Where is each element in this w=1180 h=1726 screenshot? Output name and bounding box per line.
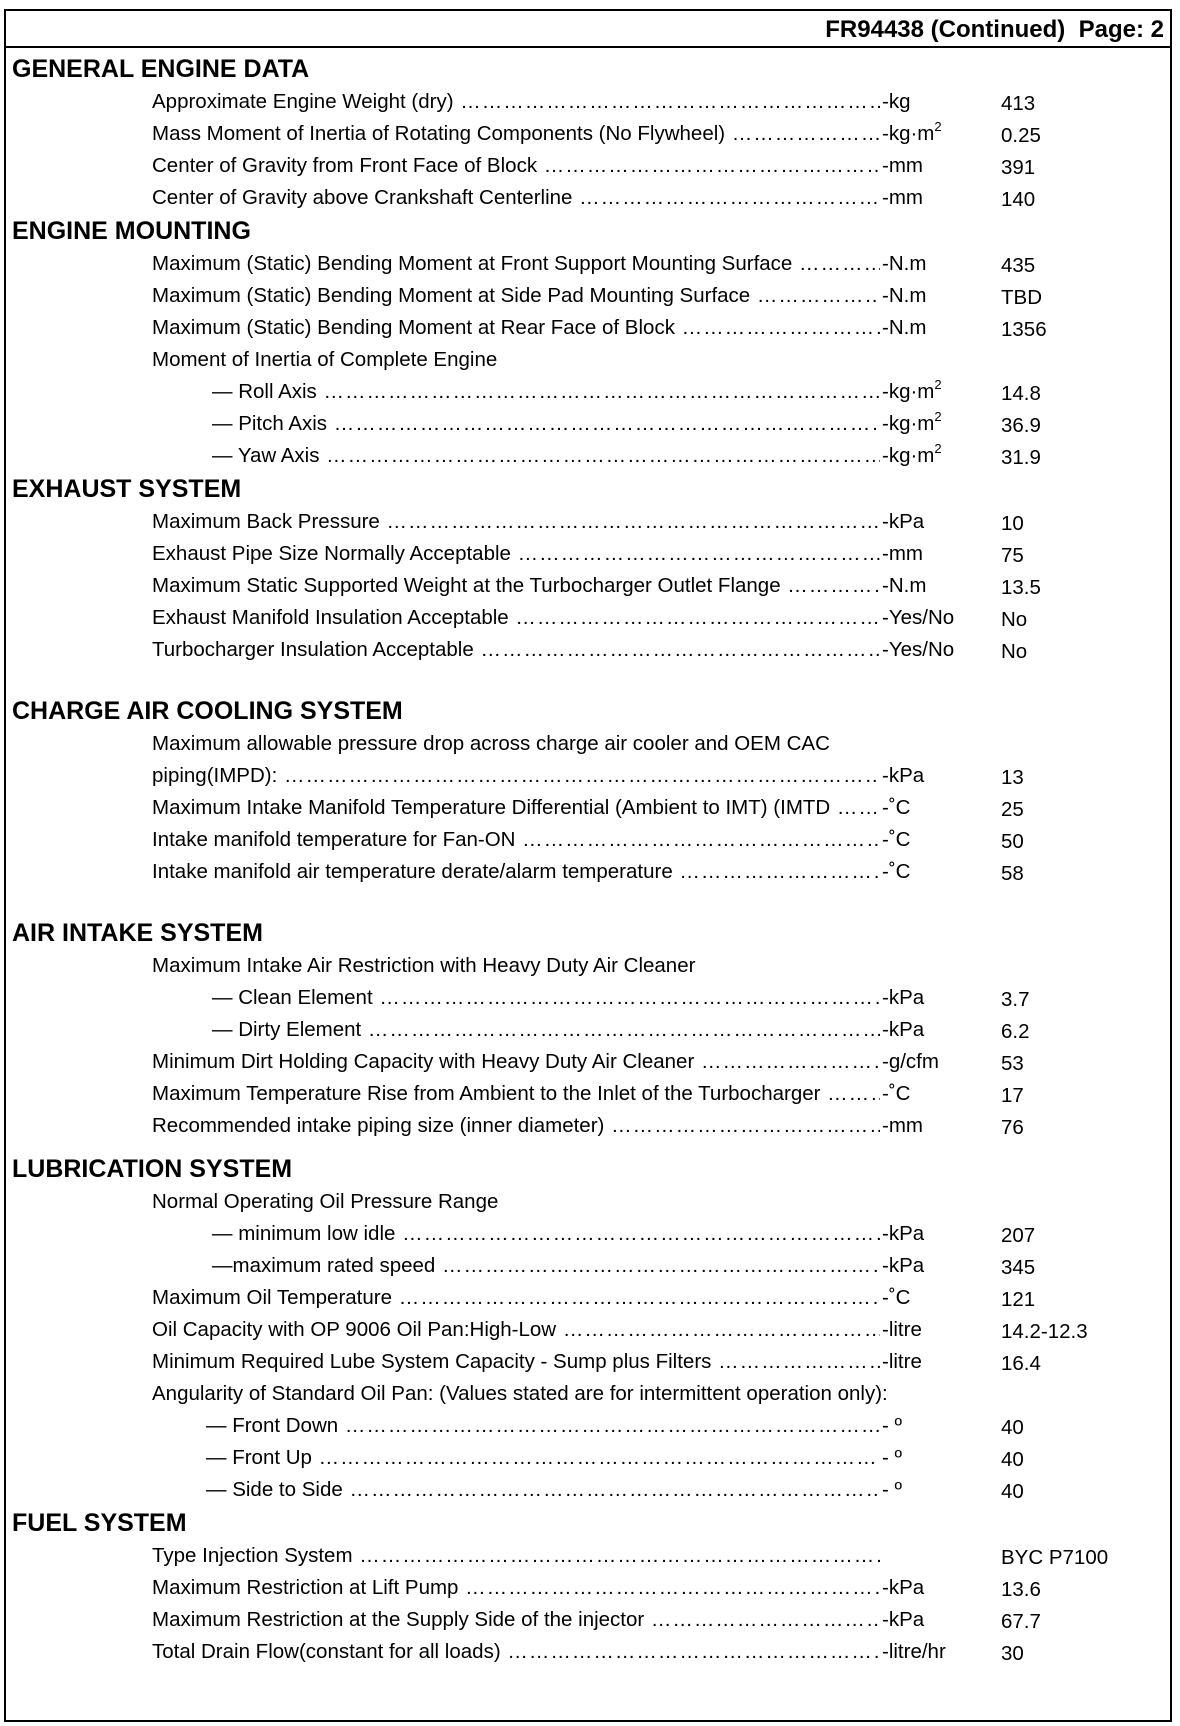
spec-unit-text: -kg·m: [882, 122, 935, 145]
spec-row: [6, 1282, 1170, 1314]
spec-label: Total Drain Flow(constant for all loads) ……………………………………………………………………………………………………………………………………………………: [152, 1640, 880, 1664]
spec-unit: [882, 986, 924, 1010]
spec-subheading: [6, 1186, 1170, 1218]
spec-unit: [882, 1254, 924, 1278]
spec-unit: [882, 119, 942, 146]
spec-section: [6, 1506, 1170, 1668]
spec-row: [6, 150, 1170, 182]
spec-label: Exhaust Pipe Size Normally Acceptable ……………………………………………………………………………………………………………………………………………………: [152, 542, 880, 566]
spec-label: — Yaw Axis ……………………………………………………………………………………………………………………………………………………: [212, 444, 880, 468]
spec-value: 40: [1001, 1448, 1024, 1471]
spec-label: —maximum rated speed ……………………………………………………………………………………………………………………………………………………: [212, 1254, 880, 1278]
spec-row: [6, 982, 1170, 1014]
spec-value: No: [1001, 608, 1028, 631]
spec-unit: [882, 252, 926, 276]
spec-unit-text: -g/cfm: [882, 1050, 939, 1073]
spec-row: [6, 1110, 1170, 1142]
spec-value: 25: [1001, 798, 1024, 821]
spec-label: — Roll Axis ……………………………………………………………………………………………………………………………………………………: [212, 380, 880, 404]
spec-sheet-frame: [4, 9, 1172, 1722]
spec-label: Minimum Dirt Holding Capacity with Heavy Duty Air Cleaner ……………………………………………………………………………………………………………………………………………………: [152, 1050, 880, 1074]
spec-row: [6, 1046, 1170, 1078]
spec-unit-text: -kg·m: [882, 412, 935, 435]
spec-value: 391: [1001, 156, 1036, 179]
spec-row: [6, 1346, 1170, 1378]
spec-value: 75: [1001, 544, 1024, 567]
spec-label: Maximum Restriction at Lift Pump ……………………………………………………………………………………………………………………………………………………: [152, 1576, 880, 1600]
spec-unit: [882, 574, 926, 598]
spec-content: [6, 52, 1170, 1668]
spec-row: [6, 792, 1170, 824]
spec-unit: [882, 154, 923, 178]
spec-unit-text: -kPa: [882, 1222, 925, 1245]
spec-row: [6, 538, 1170, 570]
spec-value: 76: [1001, 1116, 1024, 1139]
spec-row: [6, 602, 1170, 634]
spec-label: piping(IMPD): ……………………………………………………………………………………………………………………………………………………: [152, 764, 880, 788]
spec-label: Maximum Temperature Rise from Ambient to the Inlet of the Turbocharger ……………………………………………………………………………………………………………………………………………………: [152, 1082, 880, 1106]
spec-row: [6, 376, 1170, 408]
spec-unit: [882, 284, 926, 308]
page-header: [6, 11, 1170, 48]
spec-value: 435: [1001, 254, 1036, 277]
spec-value: No: [1001, 640, 1028, 663]
spec-row: [6, 760, 1170, 792]
spec-subheading: [6, 344, 1170, 376]
spec-row: [6, 118, 1170, 150]
section-title: EXHAUST SYSTEM: [12, 475, 242, 503]
spec-unit-text: -kPa: [882, 510, 925, 533]
spec-unit-text: -litre: [882, 1318, 922, 1341]
spec-value: 1356: [1001, 318, 1047, 341]
spec-label: Maximum Intake Air Restriction with Heavy Duty Air Cleaner: [152, 954, 696, 977]
spec-unit: [882, 510, 924, 534]
spec-unit: [882, 377, 942, 404]
spec-unit-text: -mm: [882, 154, 923, 177]
spec-label: — Dirty Element ……………………………………………………………………………………………………………………………………………………: [212, 1018, 880, 1042]
spec-unit-text: -˚C: [882, 1286, 911, 1309]
section-spacer: [6, 666, 1170, 694]
spec-row: [6, 1410, 1170, 1442]
spec-label: Maximum (Static) Bending Moment at Front Support Mounting Surface ……………………………………………………………………………………………………………………………………………………: [152, 252, 880, 276]
spec-unit: [882, 1050, 939, 1074]
spec-value: TBD: [1001, 286, 1042, 309]
spec-row: [6, 182, 1170, 214]
spec-unit: [882, 828, 910, 852]
spec-unit: [882, 1446, 902, 1470]
section-title: CHARGE AIR COOLING SYSTEM: [12, 697, 403, 725]
section-spacer: [6, 1142, 1170, 1152]
spec-label: Normal Operating Oil Pressure Range: [152, 1190, 499, 1213]
spec-label: Maximum Restriction at the Supply Side of the injector ……………………………………………………………………………………………………………………………………………………: [152, 1608, 880, 1632]
spec-value: 40: [1001, 1480, 1024, 1503]
spec-row: [6, 634, 1170, 666]
spec-value: 50: [1001, 830, 1024, 853]
spec-unit: [882, 1608, 924, 1632]
spec-row: [6, 1314, 1170, 1346]
spec-row: [6, 1636, 1170, 1668]
spec-unit-exponent: 2: [934, 377, 942, 392]
spec-subheading: [6, 1378, 1170, 1410]
spec-unit-text: -N.m: [882, 316, 927, 339]
spec-label: Maximum Static Supported Weight at the Turbocharger Outlet Flange ……………………………………………………………………………………………………………………………………………………: [152, 574, 880, 598]
spec-value: 121: [1001, 1288, 1036, 1311]
spec-label: Angularity of Standard Oil Pan: (Values stated are for intermittent operation only):: [152, 1382, 888, 1405]
spec-unit-exponent: 2: [934, 441, 942, 456]
spec-label: Center of Gravity from Front Face of Block ……………………………………………………………………………………………………………………………………………………: [152, 154, 880, 178]
section-title: AIR INTAKE SYSTEM: [12, 919, 263, 947]
spec-row: [6, 440, 1170, 472]
section-title: ENGINE MOUNTING: [12, 217, 251, 245]
spec-value: 40: [1001, 1416, 1024, 1439]
spec-unit: [882, 796, 910, 820]
spec-value: 36.9: [1001, 414, 1041, 437]
spec-label: Maximum (Static) Bending Moment at Side Pad Mounting Surface ……………………………………………………………………………………………………………………………………………………: [152, 284, 880, 308]
spec-unit: [882, 764, 924, 788]
spec-section: [6, 916, 1170, 1152]
spec-unit: [882, 1222, 924, 1246]
spec-unit-text: -kPa: [882, 986, 925, 1009]
spec-row: [6, 280, 1170, 312]
spec-unit-text: -litre: [882, 1350, 922, 1373]
spec-value: 30: [1001, 1642, 1024, 1665]
spec-row: [6, 824, 1170, 856]
spec-unit-text: -N.m: [882, 284, 927, 307]
spec-value: 17: [1001, 1084, 1024, 1107]
spec-value: 31.9: [1001, 446, 1041, 469]
spec-label: Intake manifold temperature for Fan-ON ……………………………………………………………………………………………………………………………………………………: [152, 828, 880, 852]
spec-unit: [882, 1640, 946, 1664]
spec-label: Turbocharger Insulation Acceptable ……………………………………………………………………………………………………………………………………………………: [152, 638, 880, 662]
spec-subheading: [6, 728, 1170, 760]
spec-unit: [882, 1350, 922, 1374]
spec-label: Exhaust Manifold Insulation Acceptable ……………………………………………………………………………………………………………………………………………………: [152, 606, 880, 630]
section-spacer: [6, 888, 1170, 916]
spec-unit: [882, 1018, 924, 1042]
spec-label: Intake manifold air temperature derate/alarm temperature ……………………………………………………………………………………………………………………………………………………: [152, 860, 880, 884]
spec-unit-text: -Yes/No: [882, 638, 955, 661]
spec-value: 58: [1001, 862, 1024, 885]
spec-unit-exponent: 2: [934, 119, 942, 134]
spec-unit-text: -litre/hr: [882, 1640, 946, 1663]
spec-row: [6, 1250, 1170, 1282]
spec-value: 14.8: [1001, 382, 1041, 405]
spec-label: — minimum low idle ……………………………………………………………………………………………………………………………………………………: [212, 1222, 880, 1246]
spec-unit-text: -kPa: [882, 1254, 925, 1277]
spec-unit-text: -kPa: [882, 764, 925, 787]
spec-unit-exponent: 2: [934, 409, 942, 424]
spec-unit: [882, 860, 910, 884]
spec-value: 53: [1001, 1052, 1024, 1075]
spec-section: [6, 1152, 1170, 1506]
spec-unit: [882, 606, 954, 630]
spec-unit-text: -N.m: [882, 574, 927, 597]
spec-value: 140: [1001, 188, 1036, 211]
spec-unit: [882, 1478, 902, 1502]
spec-unit-text: - º: [882, 1478, 903, 1501]
spec-unit: [882, 186, 923, 210]
spec-row: [6, 312, 1170, 344]
spec-subheading: [6, 950, 1170, 982]
spec-value: 10: [1001, 512, 1024, 535]
spec-unit-text: -˚C: [882, 1082, 911, 1105]
spec-row: [6, 1540, 1170, 1572]
spec-unit: [882, 1414, 902, 1438]
spec-label: — Clean Element ……………………………………………………………………………………………………………………………………………………: [212, 986, 880, 1010]
spec-label: — Side to Side ……………………………………………………………………………………………………………………………………………………: [206, 1478, 880, 1502]
spec-unit-text: -kPa: [882, 1018, 925, 1041]
spec-unit-text: -Yes/No: [882, 606, 955, 629]
spec-unit: [882, 441, 942, 468]
spec-row: [6, 1604, 1170, 1636]
spec-value: 16.4: [1001, 1352, 1041, 1375]
spec-value: 3.7: [1001, 988, 1030, 1011]
spec-row: [6, 856, 1170, 888]
spec-value: 13: [1001, 766, 1024, 789]
spec-unit-text: -mm: [882, 186, 923, 209]
spec-value: 67.7: [1001, 1610, 1041, 1633]
spec-label: Center of Gravity above Crankshaft Centerline ……………………………………………………………………………………………………………………………………………………: [152, 186, 880, 210]
spec-section: [6, 694, 1170, 916]
spec-unit: [882, 1082, 910, 1106]
spec-unit: [882, 90, 910, 114]
spec-unit-text: -kPa: [882, 1608, 925, 1631]
spec-unit: [882, 409, 942, 436]
spec-value: BYC P7100: [1001, 1546, 1109, 1569]
spec-section: [6, 52, 1170, 214]
spec-label: Type Injection System ……………………………………………………………………………………………………………………………………………………: [152, 1544, 880, 1568]
spec-value: 413: [1001, 92, 1036, 115]
spec-value: 0.25: [1001, 124, 1041, 147]
spec-value: 13.6: [1001, 1578, 1041, 1601]
spec-label: Maximum Back Pressure ……………………………………………………………………………………………………………………………………………………: [152, 510, 880, 534]
spec-unit-text: -mm: [882, 1114, 923, 1137]
spec-unit-text: -mm: [882, 542, 923, 565]
spec-label: Maximum Intake Manifold Temperature Differential (Ambient to IMT) (IMTD ……………………………………………………………………………………………………………………………………………………: [152, 796, 880, 820]
spec-unit: [882, 542, 923, 566]
spec-unit-text: -˚C: [882, 796, 911, 819]
spec-unit: [882, 1286, 910, 1310]
spec-value: 207: [1001, 1224, 1036, 1247]
spec-unit-text: -kg·m: [882, 444, 935, 467]
spec-label: Recommended intake piping size (inner diameter) ……………………………………………………………………………………………………………………………………………………: [152, 1114, 880, 1138]
spec-row: [6, 248, 1170, 280]
section-title: FUEL SYSTEM: [12, 1509, 187, 1537]
spec-row: [6, 86, 1170, 118]
spec-label: Minimum Required Lube System Capacity - Sump plus Filters ……………………………………………………………………………………………………………………………………………………: [152, 1350, 880, 1374]
spec-row: [6, 506, 1170, 538]
spec-value: 14.2-12.3: [1001, 1320, 1088, 1343]
spec-row: [6, 1572, 1170, 1604]
spec-value: 345: [1001, 1256, 1036, 1279]
spec-label: Approximate Engine Weight (dry) ……………………………………………………………………………………………………………………………………………………: [152, 90, 880, 114]
page-title: FR94438 (Continued) Page: 2: [825, 16, 1164, 43]
spec-unit-text: -kPa: [882, 1576, 925, 1599]
spec-label: Mass Moment of Inertia of Rotating Components (No Flywheel) ……………………………………………………………………………………………………………………………………………………: [152, 122, 880, 146]
spec-row: [6, 408, 1170, 440]
spec-label: — Front Up ……………………………………………………………………………………………………………………………………………………: [206, 1446, 880, 1470]
spec-row: [6, 1078, 1170, 1110]
spec-label: — Front Down ……………………………………………………………………………………………………………………………………………………: [206, 1414, 880, 1438]
spec-unit: [882, 316, 926, 340]
spec-unit: [882, 1318, 922, 1342]
spec-label: Maximum allowable pressure drop across charge air cooler and OEM CAC: [152, 732, 830, 755]
spec-row: [6, 1014, 1170, 1046]
spec-unit: [882, 638, 954, 662]
section-title: LUBRICATION SYSTEM: [12, 1155, 293, 1183]
spec-unit-text: -N.m: [882, 252, 927, 275]
spec-unit: [882, 1114, 923, 1138]
spec-unit-text: -˚C: [882, 860, 911, 883]
spec-label: Moment of Inertia of Complete Engine: [152, 348, 498, 371]
spec-unit-text: -˚C: [882, 828, 911, 851]
spec-unit-text: -kg·m: [882, 380, 935, 403]
spec-row: [6, 1474, 1170, 1506]
spec-unit-text: - º: [882, 1414, 903, 1437]
spec-unit: [882, 1576, 924, 1600]
spec-section: [6, 472, 1170, 694]
spec-value: 13.5: [1001, 576, 1041, 599]
spec-section: [6, 214, 1170, 472]
spec-row: [6, 1442, 1170, 1474]
spec-label: Maximum (Static) Bending Moment at Rear Face of Block ……………………………………………………………………………………………………………………………………………………: [152, 316, 880, 340]
section-title: GENERAL ENGINE DATA: [12, 55, 310, 83]
spec-label: Maximum Oil Temperature ……………………………………………………………………………………………………………………………………………………: [152, 1286, 880, 1310]
spec-unit-text: -kg: [882, 90, 911, 113]
spec-unit-text: - º: [882, 1446, 903, 1469]
spec-label: — Pitch Axis ……………………………………………………………………………………………………………………………………………………: [212, 412, 880, 436]
spec-row: [6, 570, 1170, 602]
spec-row: [6, 1218, 1170, 1250]
spec-label: Oil Capacity with OP 9006 Oil Pan:High-Low ……………………………………………………………………………………………………………………………………………………: [152, 1318, 880, 1342]
spec-value: 6.2: [1001, 1020, 1030, 1043]
